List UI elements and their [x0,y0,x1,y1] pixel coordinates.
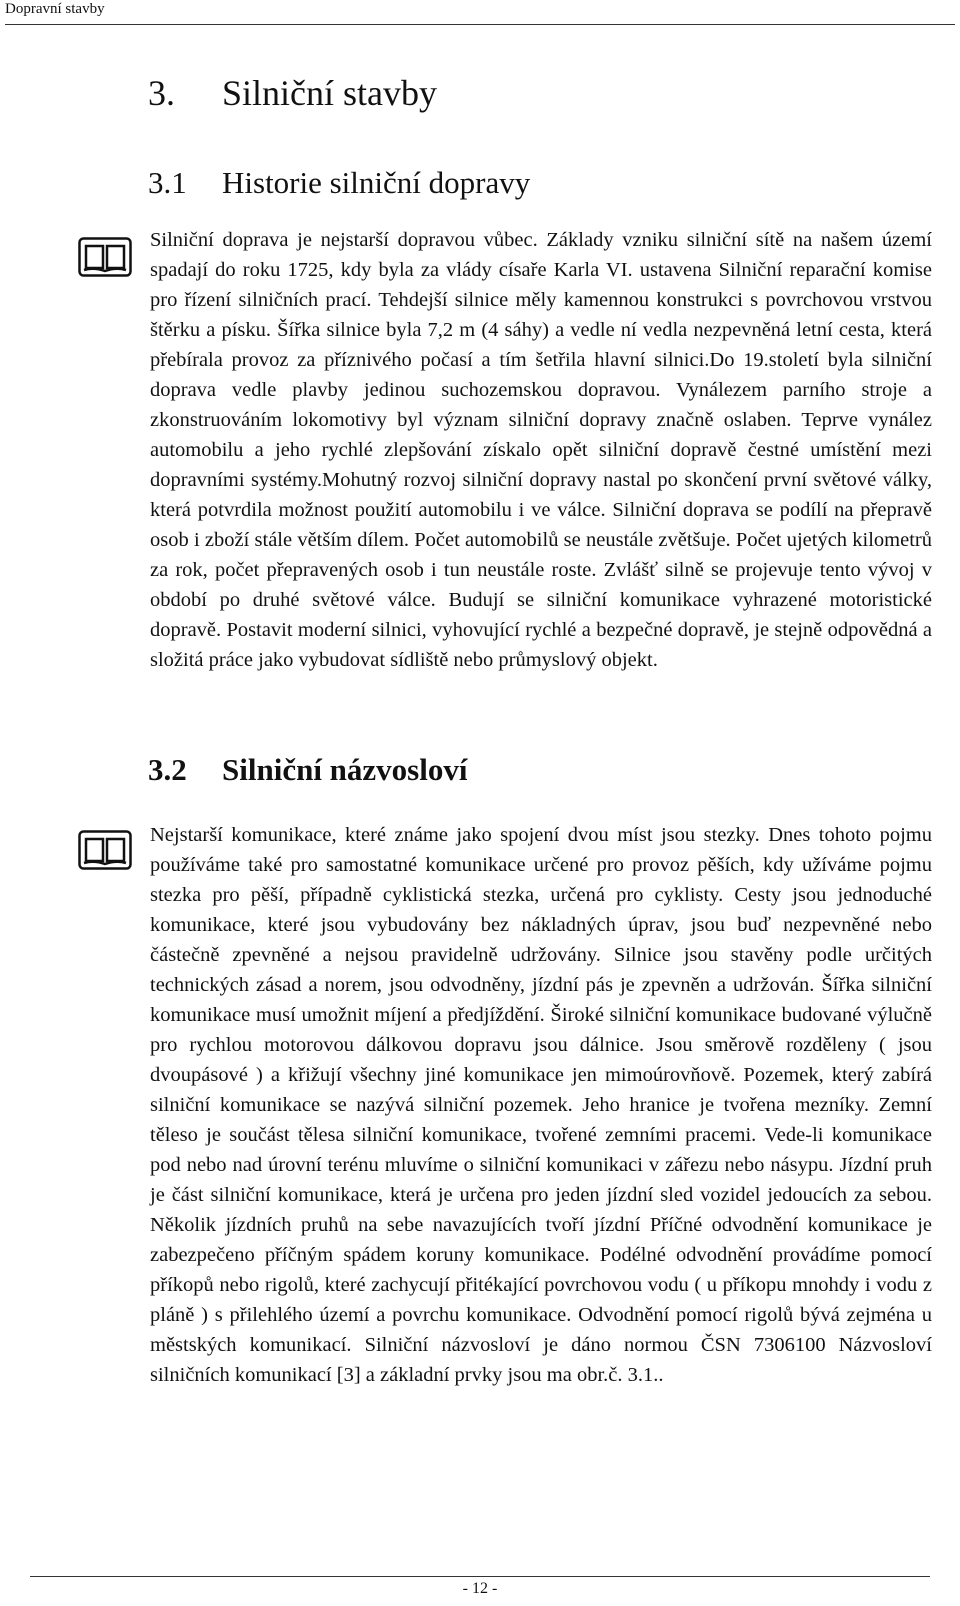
book-icon [78,237,132,277]
section-number: 3.1 [148,165,187,200]
chapter-number: 3. [148,73,175,113]
chapter-title: Silniční stavby [222,73,437,113]
header-divider [5,24,955,25]
section-title: Silniční názvosloví [222,752,468,787]
page-number: - 12 - [462,1580,498,1597]
book-icon [78,830,132,870]
section-title: Historie silniční dopravy [222,165,531,200]
section-number: 3.2 [148,752,187,787]
running-header: Dopravní stavby [5,1,105,17]
chapter-heading [148,72,437,114]
section-heading-3-1 [148,165,530,201]
section-paragraph: Silniční doprava je nejstarší dopravou vůbec. Základy vzniku silniční sítě na našem území spadají do roku 1725, kdy byla za vlády císaře Karla VI. ustavena Silniční reparační komise pro řízení silničních prací. Tehdejší silnice měly kamennou konstrukci s povrchovou vrstvou štěrku a písku. Šířka silnice byla 7,2 m (4 sáhy) a vedle ní vedla nezpevněná letní cesta, která přebírala provoz za příznivého počasí a tím šetřila hlavní silnici.Do 19.století byla silniční doprava vedle plavby jedinou suchozemskou dopravou. Vynálezem parního stroje a zkonstruováním lokomotivy byl význam silniční dopravy značně oslaben. Teprve vynález automobilu a jeho rychlé zlepšování získalo opět silniční dopravě čestné umístění mezi dopravními systémy.Mohutný rozvoj silniční dopravy nastal po skončení první světové války, která potvrdila možnost použití automobilu i ve válce. Silniční doprava se podílí na přepravě osob i zboží stále větším dílem. Počet automobilů se neustále zvětšuje. Počet ujetých kilometrů za rok, počet přepravených osob i tun neustále roste. Zvlášť silně se projevuje tento vývoj v období po druhé světové válce. Budují se silniční komunikace vyhrazené motoristické dopravě. Postavit moderní silnici, vyhovující rychlé a bezpečné dopravě, je stejně odpovědná a složitá práce jako vybudovat sídliště nebo průmyslový objekt. [150,229,932,671]
footer-divider [30,1576,930,1577]
section-paragraph: Nejstarší komunikace, které známe jako spojení dvou míst jsou stezky. Dnes tohoto pojmu používáme také pro samostatné komunikace určené pro provoz pěších, kdy užíváme pojmu stezka pro pěší, případně cyklistická stezka, určená pro cyklisty. Cesty jsou jednoduché komunikace, které jsou vybudovány bez nákladných úprav, jsou buď nezpevněné nebo částečně zpevněné a nejsou pravidelně udržovány. Silnice jsou stavěny podle určitých technických zásad a norem, jsou odvodněny, jízdní pás je zpevněn a udržován. Šířka silniční komunikace musí umožnit míjení a předjíždění. Široké silniční komunikace budované výlučně pro rychlou motorovou dálkovou dopravu jsou dálnice. Jsou směrově rozděleny ( jsou dvoupásové ) a křižují všechny jiné komunikace jen mimoúrovňově. Pozemek, který zabírá silniční komunikace se nazývá silniční pozemek. Jeho hranice je tvořena mezníky. Zemní těleso je součást tělesa silniční komunikace, tvořené zemními pracemi. Vede-li komunikace pod nebo nad úrovní terénu mluvíme o silniční komunikaci v zářezu nebo násypu. Jízdní pruh je část silniční komunikace, která je určena pro jeden jízdní sled vozidel jedoucích za sebou. Několik jízdních pruhů na sebe navazujících tvoří jízdní Příčné odvodnění komunikace je zabezpečeno příčným spádem koruny komunikace. Podélné odvodnění provádíme pomocí příkopů nebo rigolů, které zachycují přitékající povrchovou vodu ( u příkopu mnohdy i vodu z pláně ) s přilehlého území a povrchu komunikace. Odvodnění pomocí rigolů bývá zejména u městských komunikací. Silniční názvosloví je dáno normou ČSN 7306100 Názvosloví silničních komunikací [3] a základní prvky jsou ma obr.č. 3.1.. [150,824,932,1386]
section-heading-3-2 [148,752,467,788]
